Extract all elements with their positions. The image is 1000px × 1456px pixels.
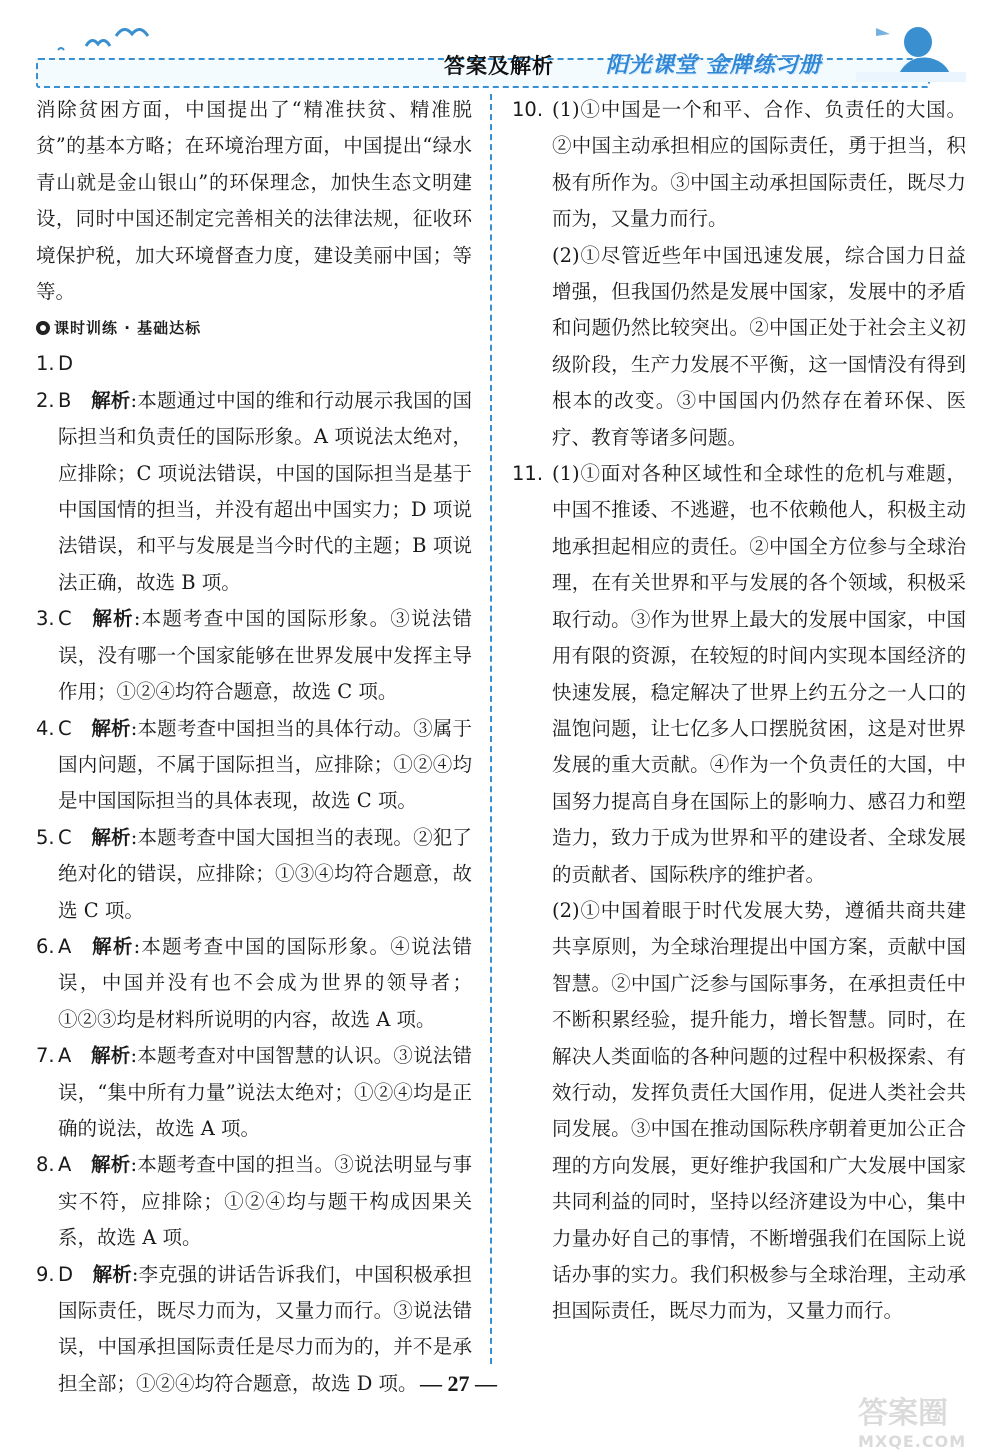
left-column (36, 92, 472, 1402)
answer-item (36, 346, 472, 382)
answer-item (36, 383, 472, 601)
answer-11-part-1: (1)①面对各种区域性和全球性的危机与难题，中国不推诿、不逃避，也不依赖他人，积极主动地承担起相应的责任。②中国全方位参与全球治理，在有关世界和平与发展的各个领域，积极采取行动。③作为世界上最大的发展中国家，中国用有限的资源，在较短的时间内实现本国经济的快速发展，稳定解决了世界上约五分之一人口的温饱问题，让七亿多人口摆脱贫困，这是对世界发展的重大贡献。④作为一个负责任的大国，中国努力提高自身在国际上的影响力、感召力和塑造力，致力于成为世界和平的建设者、全球发展的贡献者、国际秩序的维护者。 (552, 462, 966, 886)
intro-paragraph: 消除贫困方面，中国提出了“精准扶贫、精准脱贫”的基本方略；在环境治理方面，中国提出“绿水青山就是金山银山”的环保理念，加快生态文明建设，同时中国还制定完善相关的法律法规，征收环境保护税，加大环境督查力度，建设美丽中国；等等。 (36, 98, 472, 304)
answer-choice: C (58, 716, 72, 740)
answer-item (36, 820, 472, 929)
answer-choice: B (58, 388, 72, 412)
right-column (512, 92, 966, 1330)
analysis-label: 解析 (91, 825, 131, 849)
birds-icon (46, 24, 166, 58)
answer-choice: C (58, 607, 72, 631)
answer-number: 11. (512, 462, 544, 486)
spacer (71, 1153, 91, 1176)
page-number: — 27 — (420, 1371, 497, 1396)
analysis-text: :李克强的讲话告诉我们，中国积极承担国际责任，既尽力而为，又量力而行。③说法错误，中国承担国际责任是尽力而为的，并不是承担全部；①②④均符合题意，故选 D 项。 (58, 1262, 472, 1395)
analysis-label: 解析 (91, 607, 134, 631)
spacer (71, 1044, 91, 1067)
answer-choice: D (58, 1262, 74, 1286)
analysis-label: 解析 (90, 1044, 131, 1068)
watermark-logo (858, 1388, 978, 1452)
answer-choice: D (58, 352, 74, 376)
analysis-label: 解析 (92, 1262, 132, 1286)
section-title: 课时训练 · 基础达标 (54, 319, 202, 338)
answer-number: 5. (36, 825, 55, 849)
answer-item (36, 1147, 472, 1256)
answer-10-part-2: (2)①尽管近些年中国迅速发展，综合国力日益增强，但我国仍然是发展中国家，发展中的矛盾和问题仍然比较突出。②中国正处于社会主义初级阶段，生产力发展不平衡，这一国情没有得到根本的改变。③中国国内仍然存在着环保、医疗、教育等诸多问题。 (552, 243, 966, 449)
answer-number: 4. (36, 716, 55, 740)
answer-item (36, 929, 472, 1038)
watermark-url: MXQE.COM (858, 1432, 967, 1451)
analysis-label: 解析 (91, 716, 131, 740)
spacer (72, 717, 92, 740)
answer-10-part-1: (1)①中国是一个和平、合作、负责任的大国。②中国主动承担相应的国际责任，勇于担当，积极有所作为。③中国主动承担国际责任，既尽力而为，又量力而行。 (552, 98, 966, 231)
answer-11-part-2: (2)①中国着眼于时代发展大势，遵循共商共建共享原则，为全球治理提出中国方案，贡献中国智慧。②中国广泛参与国际事务，在承担责任中不断积累经验，提升能力，增长智慧。同时，在解决人类面临的各种问题的过程中积极探索、有效行动，发挥负责任大国作用，促进人类社会共同发展。③中国在推动国际秩序朝着更加公正合理的方向发展，更好维护我国和广大发展中国家共同利益的同时，坚持以经济建设为中心，集中力量办好自己的事情，不断增强我们在国际上说话办事的实力。我们积极参与全球治理，主动承担国际责任，既尽力而为，又量力而行。 (552, 898, 966, 1323)
analysis-text: :本题考查中国的国际形象。④说法错误，中国并没有也不会成为世界的领导者；①②③均是材料所说明的内容，故选 A 项。 (58, 934, 472, 1031)
answer-number: 9. (36, 1262, 55, 1286)
header-series-name: 阳光课堂 金牌练习册 (606, 53, 822, 78)
analysis-text: :本题考查中国的国际形象。③说法错误，没有哪一个国家能够在世界发展中发挥主导作用；①②④均符合题意，故选 C 项。 (58, 607, 472, 704)
boy-reading-illustration-icon (856, 20, 966, 86)
section-heading (36, 310, 472, 346)
analysis-text: :本题考查中国大国担当的表现。②犯了绝对化的错误，应排除；①③④均符合题意，故选 C 项。 (58, 825, 472, 922)
answer-number: 1. (36, 352, 55, 376)
answer-list (36, 346, 472, 1402)
watermark-text: 答案圈 (858, 1396, 948, 1431)
answer-number: 6. (36, 934, 55, 958)
spacer (71, 389, 91, 412)
analysis-text: :本题考查中国担当的具体行动。③属于国内问题，不属于国际担当，应排除；①②④均是中国国际担当的具体表现，故选 C 项。 (58, 716, 472, 813)
page-header (36, 20, 966, 90)
header-title: 答案及解析 (444, 54, 554, 78)
answer-item (36, 1038, 472, 1147)
spacer (72, 826, 92, 849)
answer-number: 7. (36, 1044, 55, 1068)
column-divider (490, 94, 492, 1364)
answer-item (36, 1257, 472, 1403)
answer-item (36, 601, 472, 710)
answer-number: 3. (36, 607, 55, 631)
spacer (71, 935, 91, 958)
analysis-text: :本题考查中国的担当。③说法明显与事实不符，应排除；①②④均与题干构成因果关系，故选 A 项。 (58, 1153, 472, 1250)
answer-item (36, 711, 472, 820)
analysis-text: :本题考查对中国智慧的认识。③说法错误，“集中所有力量”说法太绝对；①②④均是正确的说法，故选 A 项。 (58, 1044, 472, 1140)
analysis-label: 解析 (90, 934, 134, 958)
answer-item-10 (512, 92, 966, 456)
answer-number: 8. (36, 1153, 55, 1177)
answer-number: 10. (512, 98, 544, 121)
analysis-label: 解析 (90, 1153, 131, 1177)
spacer (73, 1263, 93, 1286)
answer-choice: A (58, 1153, 72, 1177)
answer-choice: A (58, 1044, 72, 1068)
answer-choice: C (58, 825, 72, 849)
spacer (72, 607, 92, 630)
answer-number: 2. (36, 388, 55, 412)
analysis-label: 解析 (90, 388, 131, 412)
analysis-text: :本题通过中国的维和行动展示我国的国际担当和负责任的国际形象。A 项说法太绝对，应排除；C 项说法错误，中国的国际担当是基于中国国情的担当，并没有超出中国实力；D 项说法错误，和平与发展是当今时代的主题；B 项说法正确，故选 B 项。 (58, 388, 472, 594)
answer-choice: A (58, 934, 72, 958)
answer-item-11 (512, 456, 966, 1330)
section-bullet-icon (36, 321, 50, 335)
